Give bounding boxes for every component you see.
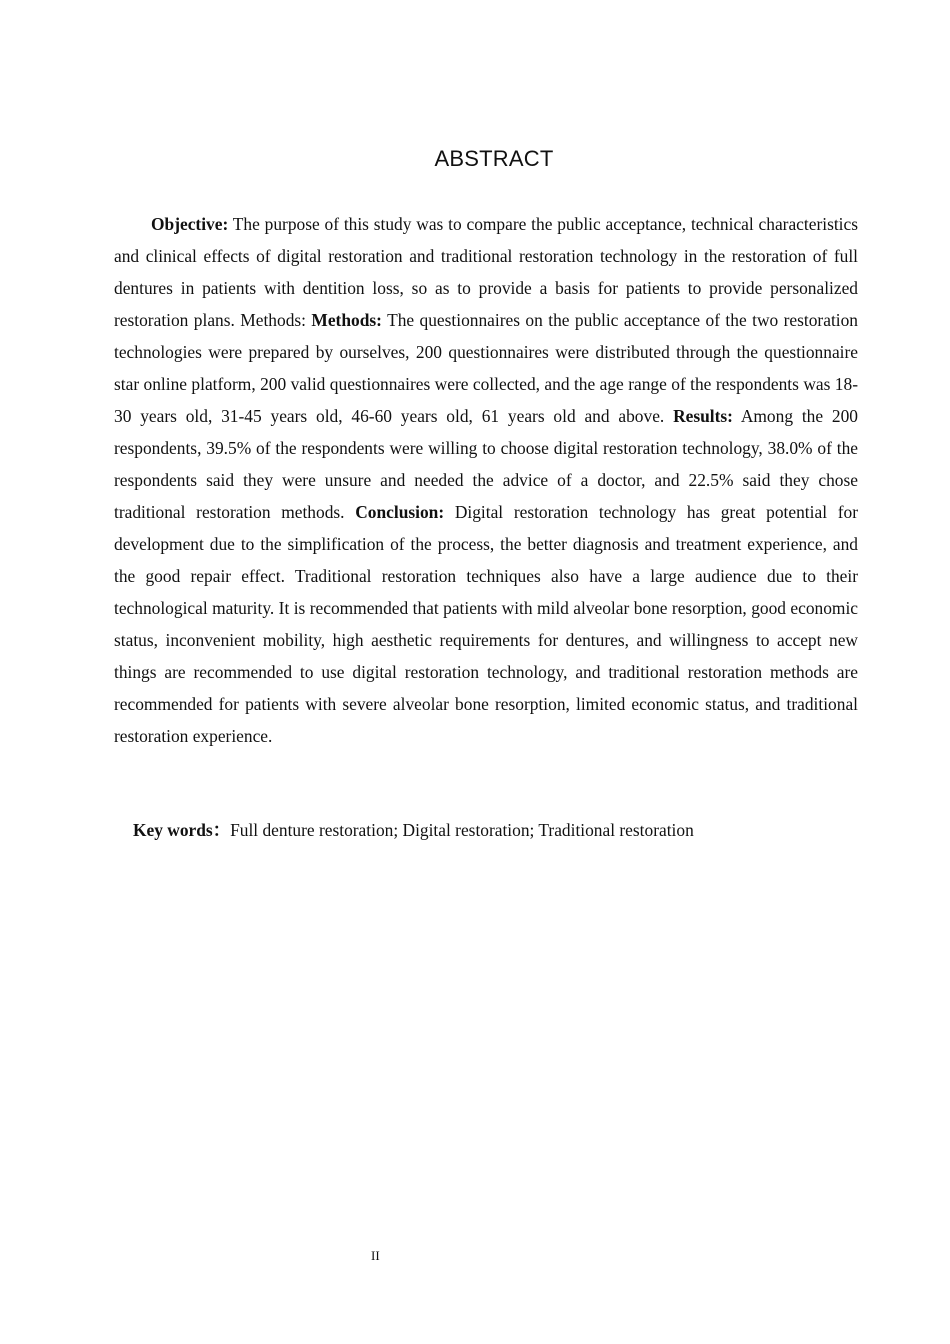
objective-text: The purpose of this study was to compare the public acceptance, technical characteristics and clinical effects of digital restoration and traditional restoration technology in the restoration of full dentures in patients with dentition loss, so as to provide a basis for patients to provide personalized restoration plans. Methods: bbox=[114, 214, 858, 330]
keywords-line bbox=[133, 815, 873, 845]
keywords-text: Full denture restoration; Digital restoration; Traditional restoration bbox=[230, 820, 694, 840]
keywords-label: Key words： bbox=[133, 820, 231, 840]
abstract-paragraph bbox=[114, 208, 858, 752]
methods-text: The questionnaires on the public acceptance of the two restoration technologies were prepared by ourselves, 200 questionnaires were distributed through the questionnaire star online platform, 200 valid questionnaires were collected, and the age range of the respondents was 18-30 years old, 31-45 years old, 46-60 years old, 61 years old and above. bbox=[114, 310, 858, 426]
abstract-title: ABSTRACT bbox=[434, 146, 554, 171]
objective-label: Objective: bbox=[151, 214, 229, 234]
methods-label: Methods: bbox=[311, 310, 382, 330]
conclusion-text: Digital restoration technology has great potential for development due to the simplification of the process, the better diagnosis and treatment experience, and the good repair effect. Traditional restoration techniques also have a large audience due to their technological maturity. It is recommended that patients with mild alveolar bone resorption, good economic status, inconvenient mobility, high aesthetic requirements for dentures, and willingness to accept new things are recommended to use digital restoration technology, and traditional restoration methods are recommended for patients with severe alveolar bone resorption, limited economic status, and traditional restoration experience. bbox=[114, 502, 858, 746]
page-number: II bbox=[371, 1248, 380, 1263]
results-text: Among the 200 respondents, 39.5% of the respondents were willing to choose digital restoration technology, 38.0% of the respondents said they were unsure and needed the advice of a doctor, and 22.5% said they chose traditional restoration methods. bbox=[114, 406, 858, 522]
results-label: Results: bbox=[673, 406, 733, 426]
conclusion-label: Conclusion: bbox=[355, 502, 445, 522]
